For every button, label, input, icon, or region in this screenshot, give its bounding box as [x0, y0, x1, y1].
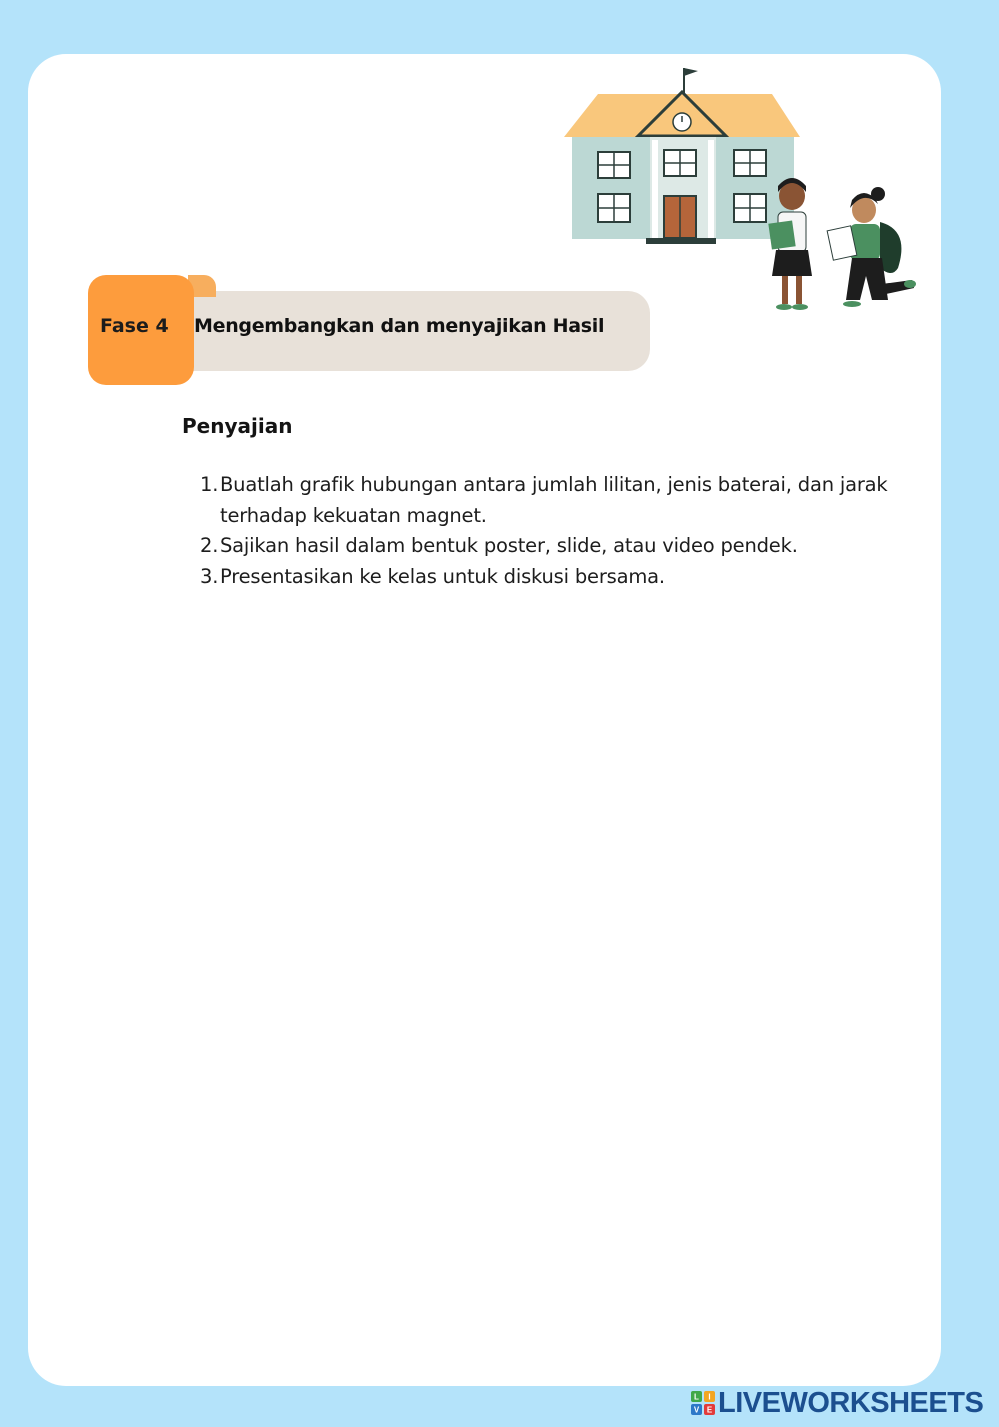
phase-banner [88, 275, 650, 387]
phase-title: Mengembangkan dan menyajikan Hasil [194, 315, 605, 337]
step-text: Buatlah grafik hubungan antara jumlah lilitan, jenis baterai, dan jarak terhadap kekuatan magnet. [220, 473, 888, 527]
step-text: Sajikan hasil dalam bentuk poster, slide, atau video pendek. [220, 534, 798, 557]
step-number: 3. [200, 564, 219, 588]
list-item [200, 531, 890, 562]
svg-text:L: L [694, 1392, 699, 1402]
list-item [200, 562, 890, 593]
steps-list [200, 470, 890, 592]
svg-text:V: V [693, 1405, 700, 1415]
liveworksheets-brand[interactable] [690, 1388, 983, 1418]
liveworksheets-logo-icon [690, 1390, 716, 1416]
svg-text:I: I [708, 1392, 711, 1402]
step-number: 1. [200, 473, 219, 496]
step-text: Presentasikan ke kelas untuk diskusi bersama. [220, 564, 665, 588]
step-number: 2. [200, 534, 219, 557]
list-item [200, 470, 890, 531]
section-title: Penyajian [182, 414, 293, 438]
brand-name: LIVEWORKSHEETS [718, 1386, 984, 1419]
phase-label: Fase 4 [100, 315, 169, 337]
svg-text:E: E [706, 1405, 713, 1415]
